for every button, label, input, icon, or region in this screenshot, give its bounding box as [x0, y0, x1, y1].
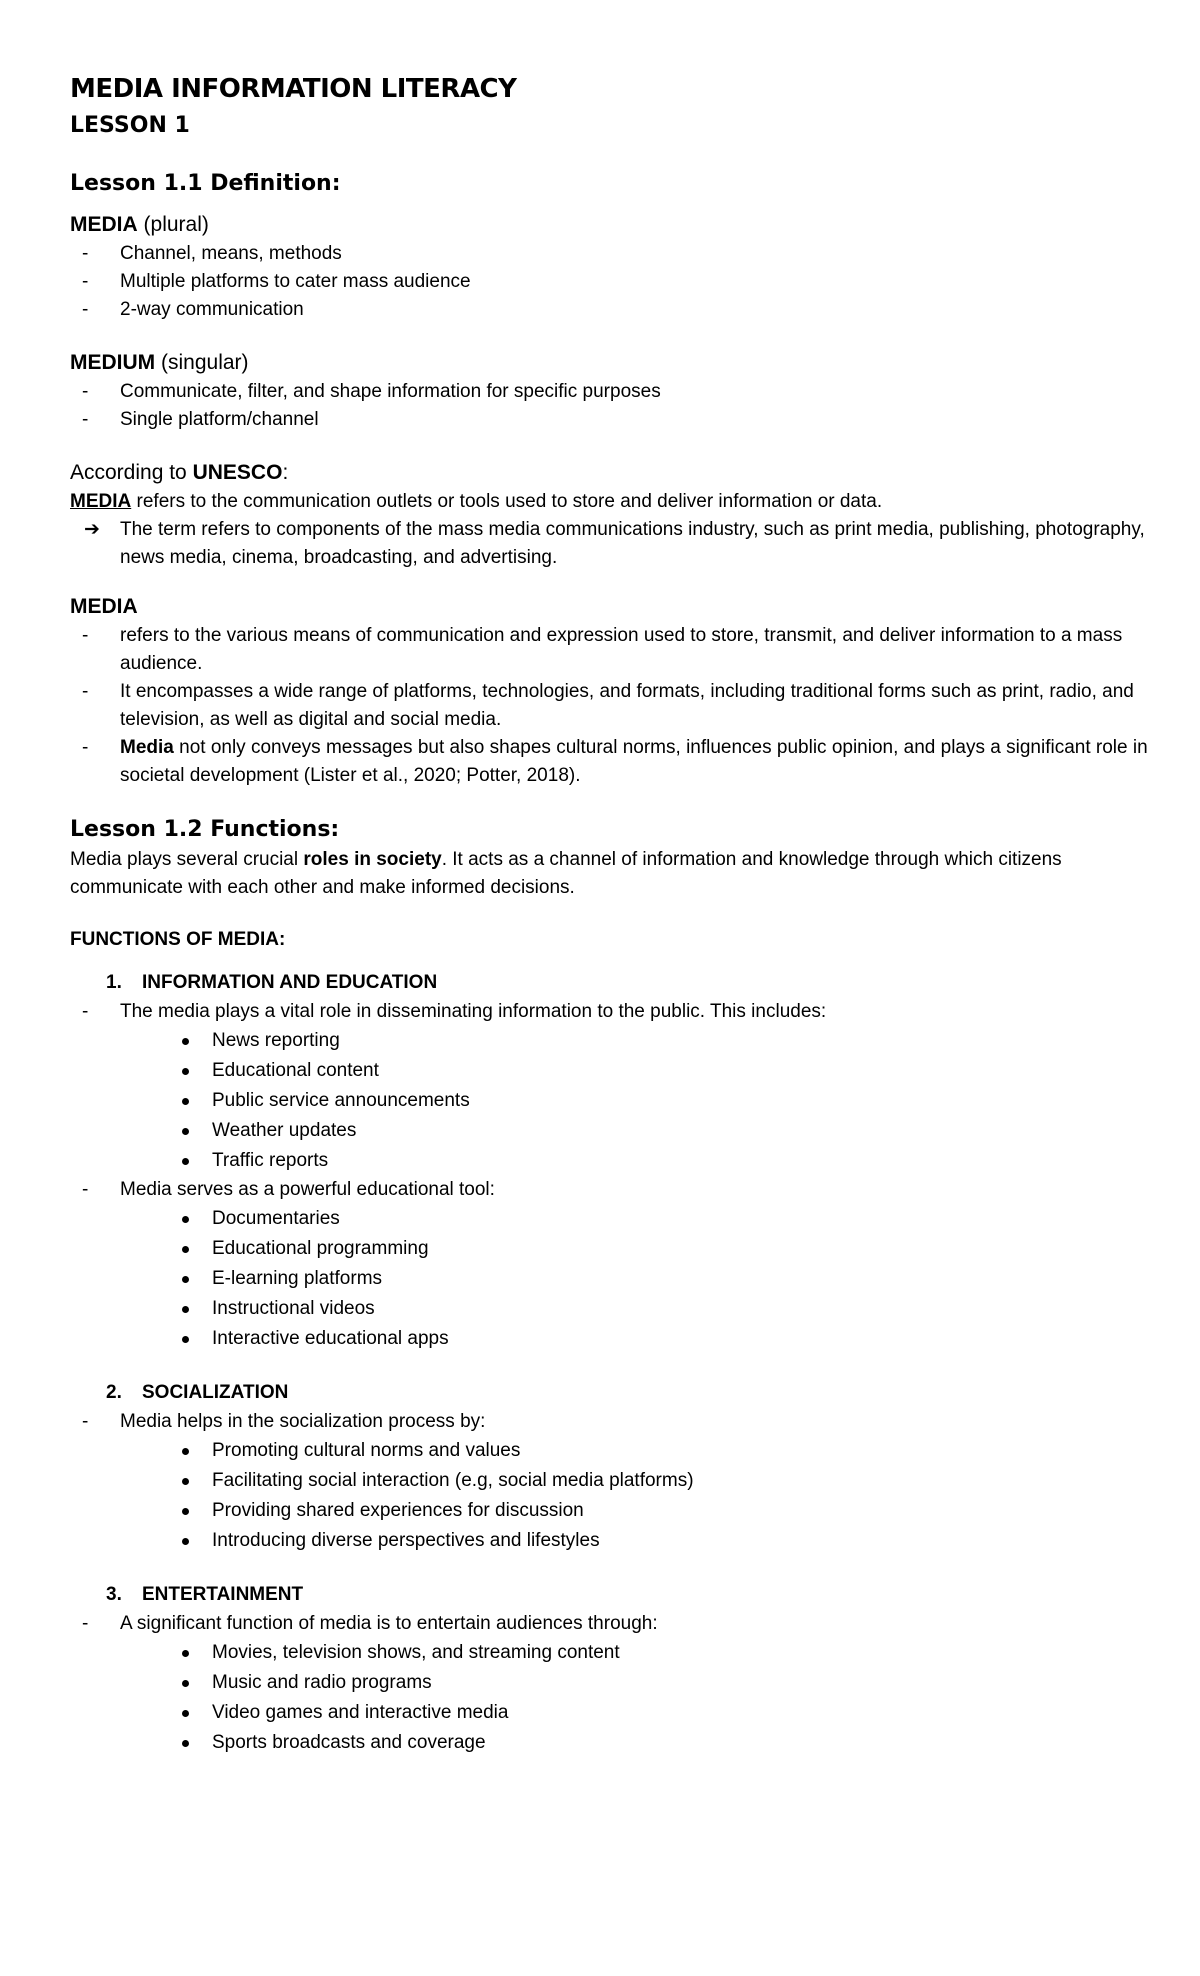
list-item: Documentaries [70, 1204, 1150, 1234]
arrow-icon: ➔ [84, 519, 100, 540]
list-item: - The media plays a vital role in disseminating information to the public. This includes: [82, 1001, 827, 1022]
list-item: Traffic reports [70, 1146, 1150, 1176]
list-item: News reporting [70, 1026, 1150, 1056]
list-item: Sports broadcasts and coverage [70, 1728, 1150, 1758]
list-item: Interactive educational apps [70, 1324, 1150, 1354]
list-item: - Media serves as a powerful educational tool: [82, 1179, 495, 1200]
list-item: Movies, television shows, and streaming content [70, 1638, 1150, 1668]
list-item: - Multiple platforms to cater mass audience [82, 271, 471, 292]
function-3-lead [70, 1610, 1150, 1638]
function-1-bullets-2 [70, 1204, 1150, 1354]
medium-singular-term [70, 348, 1150, 378]
media-plural-term [70, 210, 1150, 240]
list-item: Instructional videos [70, 1294, 1150, 1324]
list-item: Weather updates [70, 1116, 1150, 1146]
function-2-lead [70, 1408, 1150, 1436]
function-1-lead-1 [70, 998, 1150, 1026]
list-item: Video games and interactive media [70, 1698, 1150, 1728]
list-item: - refers to the various means of communication and expression used to store, transmit, and deliver information to a mass audience. [82, 625, 1123, 674]
functions-heading: FUNCTIONS OF MEDIA: [70, 929, 286, 950]
function-3-bullets [70, 1638, 1150, 1758]
function-heading-socialization: 2. SOCIALIZATION [106, 1382, 289, 1403]
medium-singular-list [70, 378, 1150, 434]
term-qualifier: (singular) [161, 351, 249, 374]
list-item: - Single platform/channel [82, 409, 319, 430]
list-item: - 2-way communication [82, 299, 304, 320]
document-page [70, 70, 1150, 1758]
list-item: - Media helps in the socialization process by: [82, 1411, 486, 1432]
functions-intro: Media plays several crucial roles in society. It acts as a channel of information and knowledge through which citizens communicate with each other and make informed decisions. [70, 849, 1062, 898]
list-item: Music and radio programs [70, 1668, 1150, 1698]
list-item: ➔ The term refers to components of the mass media communications industry, such as print media, publishing, photography, news media, cinema, broadcasting, and advertising. [70, 516, 1150, 572]
list-item: - Channel, means, methods [82, 243, 342, 264]
media-definition-list [70, 622, 1150, 790]
term-qualifier: (plural) [143, 213, 209, 236]
list-item: - It encompasses a wide range of platforms, technologies, and formats, including traditional forms such as print, radio, and television, as well as digital and social media. [82, 681, 1134, 730]
unesco-intro: According to UNESCO: [70, 461, 289, 484]
list-item: - A significant function of media is to entertain audiences through: [82, 1613, 658, 1634]
document-title: MEDIA INFORMATION LITERACY [70, 74, 517, 104]
function-heading-information: 1. INFORMATION AND EDUCATION [106, 972, 438, 993]
list-item: Educational content [70, 1056, 1150, 1086]
function-1-lead-2 [70, 1176, 1150, 1204]
list-item: - Media not only conveys messages but also shapes cultural norms, influences public opinion, and plays a significant role in societal development (Lister et al., 2020; Potter, 2018). [82, 737, 1148, 786]
list-item: Introducing diverse perspectives and lifestyles [70, 1526, 1150, 1556]
function-2-bullets [70, 1436, 1150, 1556]
media-definition-term: MEDIA [70, 595, 138, 618]
list-item: Providing shared experiences for discussion [70, 1496, 1150, 1526]
term-label: MEDIUM [70, 351, 156, 374]
list-item: Educational programming [70, 1234, 1150, 1264]
list-item: E-learning platforms [70, 1264, 1150, 1294]
unesco-def-term: MEDIA [70, 491, 132, 512]
lesson-label: LESSON 1 [70, 113, 190, 138]
term-label: MEDIA [70, 213, 138, 236]
lesson-1-1-heading: Lesson 1.1 Definition: [70, 171, 341, 196]
function-heading-entertainment: 3. ENTERTAINMENT [106, 1584, 304, 1605]
media-plural-list [70, 240, 1150, 324]
unesco-arrow-list [70, 516, 1150, 572]
list-item: Public service announcements [70, 1086, 1150, 1116]
function-1-bullets-1 [70, 1026, 1150, 1176]
list-item: Promoting cultural norms and values [70, 1436, 1150, 1466]
lesson-1-2-heading: Lesson 1.2 Functions: [70, 817, 340, 842]
list-item: - Communicate, filter, and shape information for specific purposes [82, 381, 661, 402]
unesco-definition: MEDIA refers to the communication outlets or tools used to store and deliver information or data. [70, 491, 883, 512]
list-item: Facilitating social interaction (e.g, social media platforms) [70, 1466, 1150, 1496]
